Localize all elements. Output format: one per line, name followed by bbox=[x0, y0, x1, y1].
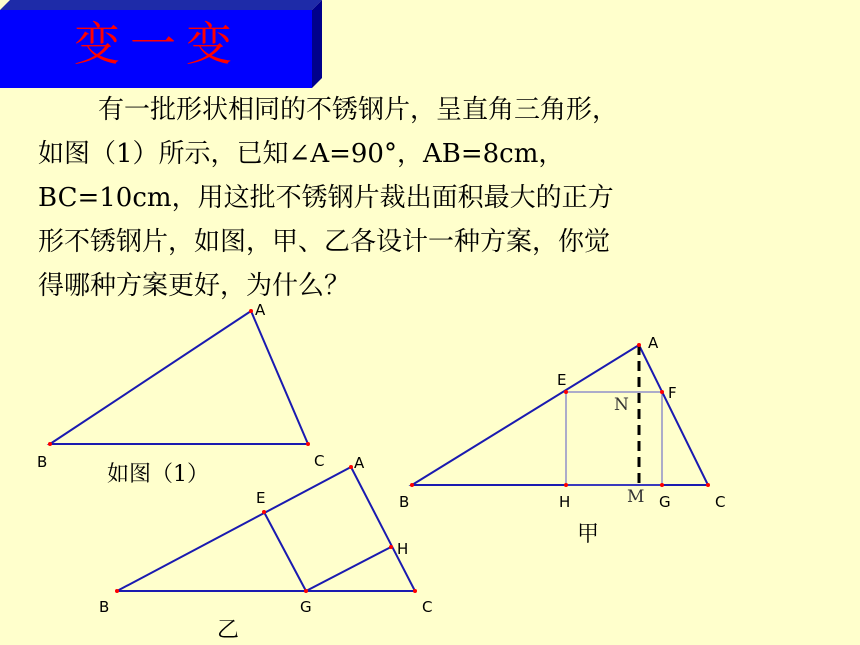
yi-vertex-c bbox=[413, 589, 417, 593]
problem-line-3: BC=10cm，用这批不锈钢片裁出面积最大的正方 bbox=[38, 183, 614, 213]
problem-line-1: 有一批形状相同的不锈钢片，呈直角三角形， bbox=[98, 95, 619, 125]
yi-vertex-b bbox=[115, 589, 119, 593]
fig1-caption: 如图（1） bbox=[107, 462, 209, 487]
jia-label-g: G bbox=[659, 493, 671, 511]
jia-vertex-e bbox=[564, 390, 568, 394]
jia-label-m: M bbox=[627, 487, 645, 507]
jia-label-e: E bbox=[557, 371, 567, 389]
yi-label-e: E bbox=[256, 489, 266, 507]
fig1-triangle bbox=[50, 311, 308, 444]
jia-caption: 甲 bbox=[577, 522, 600, 547]
yi-label-b: B bbox=[99, 598, 110, 616]
jia-vertex-b bbox=[410, 483, 414, 487]
yi-vertex-a bbox=[349, 465, 353, 469]
figure-1 bbox=[37, 301, 324, 487]
yi-vertex-h bbox=[389, 545, 393, 549]
yi-label-a: A bbox=[354, 454, 365, 472]
jia-vertex-c bbox=[706, 483, 710, 487]
jia-vertex-a bbox=[637, 343, 641, 347]
fig1-label-b: B bbox=[37, 453, 48, 471]
page-title: 变一变 bbox=[74, 17, 242, 71]
jia-label-a: A bbox=[648, 334, 659, 352]
fig1-vertex-b bbox=[48, 442, 52, 446]
problem-line-2: 如图（1）所示，已知∠A=90°，AB=8cm， bbox=[38, 139, 565, 169]
fig1-label-c: C bbox=[314, 452, 325, 470]
fig1-vertex-a bbox=[249, 309, 253, 313]
jia-vertex-h bbox=[564, 483, 568, 487]
yi-label-c: C bbox=[422, 598, 433, 616]
fig1-vertex-c bbox=[306, 442, 310, 446]
figure-jia bbox=[399, 334, 725, 547]
jia-vertex-f bbox=[660, 390, 664, 394]
problem-line-5: 得哪种方案更好，为什么？ bbox=[38, 271, 351, 301]
yi-vertex-g bbox=[304, 589, 308, 593]
jia-vertex-g bbox=[660, 483, 664, 487]
yi-label-h: H bbox=[397, 540, 409, 558]
yi-label-g: G bbox=[300, 598, 312, 616]
jia-label-f: F bbox=[668, 384, 677, 402]
jia-label-b: B bbox=[399, 493, 410, 511]
jia-label-n: N bbox=[614, 395, 629, 415]
yi-vertex-e bbox=[262, 510, 266, 514]
fig1-label-a: A bbox=[255, 301, 266, 319]
yi-square bbox=[264, 512, 391, 591]
jia-label-h: H bbox=[559, 493, 571, 511]
problem-line-4: 形不锈钢片，如图，甲、乙各设计一种方案，你觉 bbox=[38, 227, 611, 257]
jia-label-c: C bbox=[715, 493, 726, 511]
jia-triangle bbox=[412, 345, 708, 485]
yi-caption: 乙 bbox=[217, 618, 240, 643]
